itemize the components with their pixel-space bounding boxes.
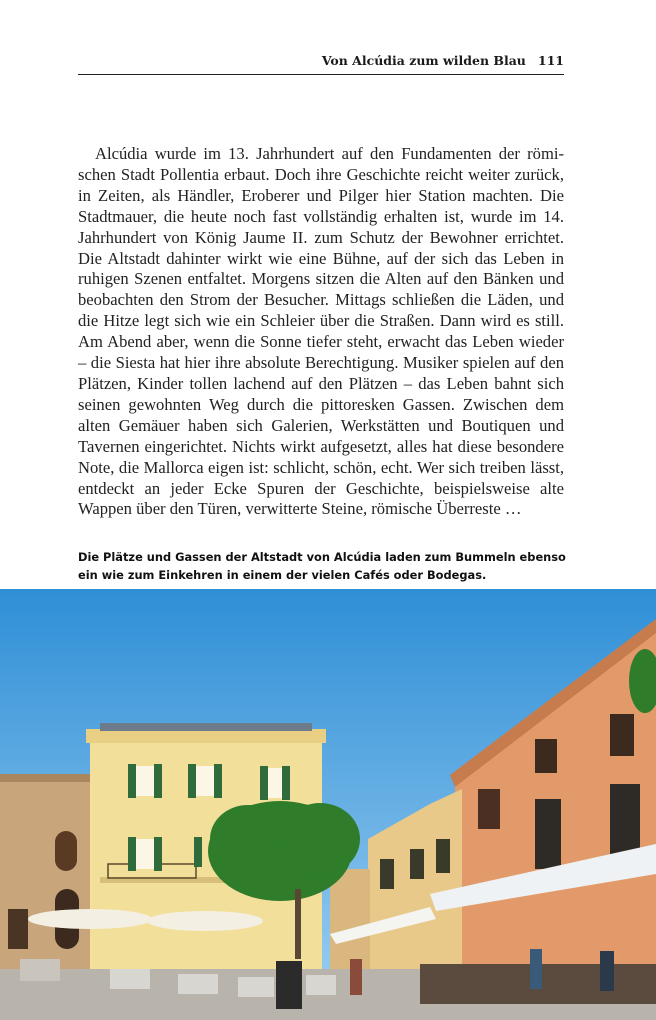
page-number: 111 [537, 53, 564, 68]
caption-line-2: ein wie zum Einkehren in einem der vielen Cafés oder Bodegas. [78, 567, 487, 582]
body-paragraph: Alcúdia wurde im 13. Jahrhundert auf den Fundamenten der römischen Stadt Pollentia erbaut. Doch ihre Geschichte reicht weiter zurück, in Zeiten, als Händler, Eroberer und Pilger hier Station machten. Die Stadtmauer, die heute noch fast vollständig erhalten ist, wurde im 14. Jahrhundert von König Jaume II. zum Schutz der Bewohner errichtet. Die Altstadt dahinter wirkt wie eine Bühne, auf der sich das Leben in ruhigen Szenen entfaltet. Morgens sitzen die Alten auf den Bänken und beobachten den Strom der Besucher. Mittags schließen die Läden, und die Hitze legt sich wie ein Schleier über die Straßen. Dann wird es still. Am Abend aber, wenn die Sonne tiefer steht, erwacht das Leben wieder – die Siesta hat hier ihre absolute Berechtigung. Musiker spielen auf den Plätzen, Kinder tollen lachend auf den Plätzen – das Leben bahnt sich seinen gewohnten Weg durch die pittoresken Gassen. Zwischen dem alten Gemäuer haben sich Galerien, Werkstätten und Boutiquen und Tavernen eingerichtet. Nichts wirkt aufgesetzt, alles hat diese besondere Note, die Mallorca eigen ist: schlicht, schön, echt. Wer sich treiben lässt, entdeckt an jeder Ecke Spuren der Geschichte, beispielsweise alte Wappen über den Türen, verwitterte Steine, römische Überreste … [78, 144, 564, 519]
running-title: Von Alcúdia zum wilden Blau [321, 53, 526, 68]
old-town-photo [0, 589, 656, 1020]
running-head [78, 52, 564, 75]
stone-building-left [0, 774, 92, 974]
caption-line-1: Die Plätze und Gassen der Altstadt von Alcúdia laden zum Bummeln ebenso [78, 550, 566, 564]
photo-caption [78, 549, 578, 584]
